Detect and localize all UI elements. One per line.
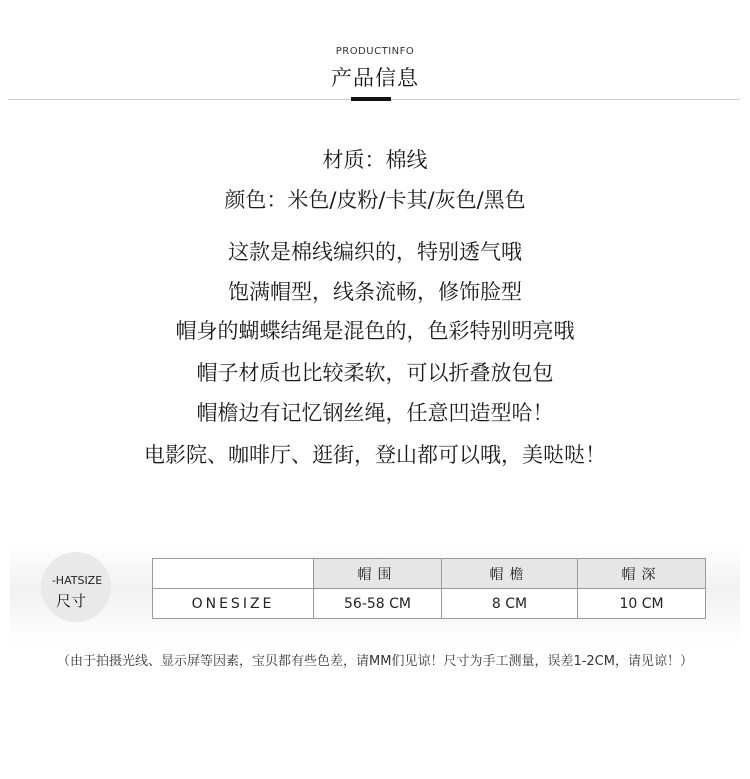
spec-material: 材质：棉线 <box>322 148 428 172</box>
size-badge-label-en: -HATSIZE <box>51 574 103 587</box>
size-table <box>152 558 706 619</box>
description-line: 帽身的蝴蝶结绳是混色的，色彩特别明亮哦 <box>175 319 575 343</box>
brim-value: 8 CM <box>442 589 578 619</box>
spec-colors: 颜色：米色/皮粉/卡其/灰色/黑色 <box>224 188 526 212</box>
depth-value: 10 CM <box>578 589 706 619</box>
description-line: 饱满帽型，线条流畅，修饰脸型 <box>228 280 522 304</box>
description-line: 帽檐边有记忆钢丝绳，任意凹造型哈！ <box>196 401 554 425</box>
header-brim: 帽檐 <box>442 559 578 589</box>
description-line: 这款是棉线编织的，特别透气哦 <box>228 240 522 264</box>
section-subtitle: PRODUCTINFO <box>335 46 415 57</box>
size-badge <box>41 552 111 622</box>
section-header <box>0 0 750 110</box>
head-circumference-value: 56-58 CM <box>314 589 442 619</box>
size-table-header-row <box>153 559 706 589</box>
section-title: 产品信息 <box>331 66 419 90</box>
size-table-row <box>153 589 706 619</box>
size-label-cell: ONESIZE <box>153 589 314 619</box>
header-accent-bar <box>351 97 391 101</box>
header-depth: 帽深 <box>578 559 706 589</box>
size-badge-label-cn: 尺寸 <box>55 592 86 610</box>
description-line: 帽子材质也比较柔软，可以折叠放包包 <box>196 361 554 385</box>
description-line: 电影院、咖啡厅、逛街，登山都可以哦，美哒哒！ <box>144 443 606 467</box>
size-table-corner-cell <box>153 559 314 589</box>
color-size-disclaimer: （由于拍摄光线、显示屏等因素，宝贝都有些色差，请MM们见谅！尺寸为手工测量，误差1-2CM，请见谅！） <box>57 654 693 669</box>
header-head-circumference: 帽围 <box>314 559 442 589</box>
